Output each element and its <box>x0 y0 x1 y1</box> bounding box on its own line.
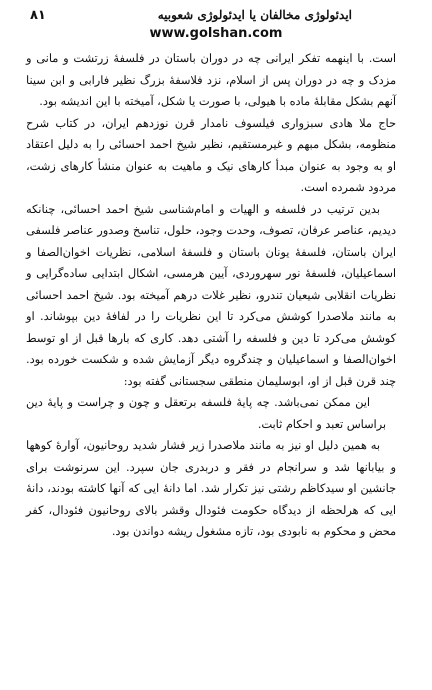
running-title: ایدئولوژی مخالفان یا ایدئولوژی شعوبیه <box>157 8 352 22</box>
page-number: ۸۱ <box>30 8 46 23</box>
paragraph-1: است. با اینهمه تفکر ایرانی چه در دوران باستان در فلسفهٔ زرتشت و مانی و مزدک و چه در دوران پس از اسلام، نزد فلاسفهٔ بزرگ نظیر فارابی و ابن سینا آنهم بشکل مقابلهٔ ماده با هیولی، با صورت یا شکل، آمیخته با این اندیشه بود. <box>26 52 396 108</box>
website-watermark: www.golshan.com <box>149 26 283 41</box>
paragraph-2: حاج ملا هادی سبزواری فیلسوف نامدار قرن نوزدهم ایران، در کتاب شرح منظومه، بشکل مبهم و غیرمستقیم، نظیر شیخ احمد احسائی را به دلیل اعتقاد او به وجود به عنوان مبدأ کارهای نیک و ماهیت به عنوان منشأ کارهای زشت، مردود شمرده است. <box>26 116 396 194</box>
page-header <box>26 8 406 26</box>
paragraph-4: به همین دلیل او نیز به مانند ملاصدرا زیر فشار شدید روحانیون، آوارهٔ کوهها و بیابانها شد و سرانجام در فقر و دربدری جان سپرد. این سرنوشت برای جانشین او سیدکاظم رشتی نیز تکرار شد. اما دانهٔ ایی که آنها کاشته بودند، دانهٔ ایی که هرلحظه از دیدگاه حکومت فئودال وقشر بالای روحانیون فئودال، کفر محض و محکوم به نابودی بود، تازه مشغول ریشه دواندن بود. <box>26 439 396 538</box>
block-quote: این ممکن نمی‌باشد. چه پایهٔ فلسفه برتعقل و چون و چراست و پایهٔ دین براساس تعبد و احکام ثابت. <box>26 396 386 431</box>
body-text <box>26 48 396 543</box>
paragraph-3: بدین ترتیب در فلسفه و الهیات و امام‌شناسی شیخ احمد احسائی، چنانکه دیدیم، عناصر عرفان، تصوف، وحدت وجود، حلول، تناسخ وصدور عناصر فلسفی ایران باستان، فلسفهٔ یونان باستان و فلسفهٔ اسلامی، نظریات اخوان‌الصفا و اسماعیلیان، فلسفهٔ نور سهروردی، آیین هرمسی، اشکال ابتدایی ساده‌گرایی و نظریات انقلابی شیعیان تندرو، نظیر غلات درهم آمیخته بود. شیخ احمد احسائی به مانند ملاصدرا کوشش می‌کرد تا این نظریات را در لفافهٔ دین بپوشاند. او کوشش می‌کرد تا دین و فلسفه را آشتی دهد. کاری که بارها قبل از او توسط اخوان‌الصفا و اسماعیلیان و چندگروه دیگر آزمایش شده و شکست خورده بود. چند قرن قبل از او، ابوسلیمان منطقی سجستانی گفته بود: <box>26 202 396 388</box>
